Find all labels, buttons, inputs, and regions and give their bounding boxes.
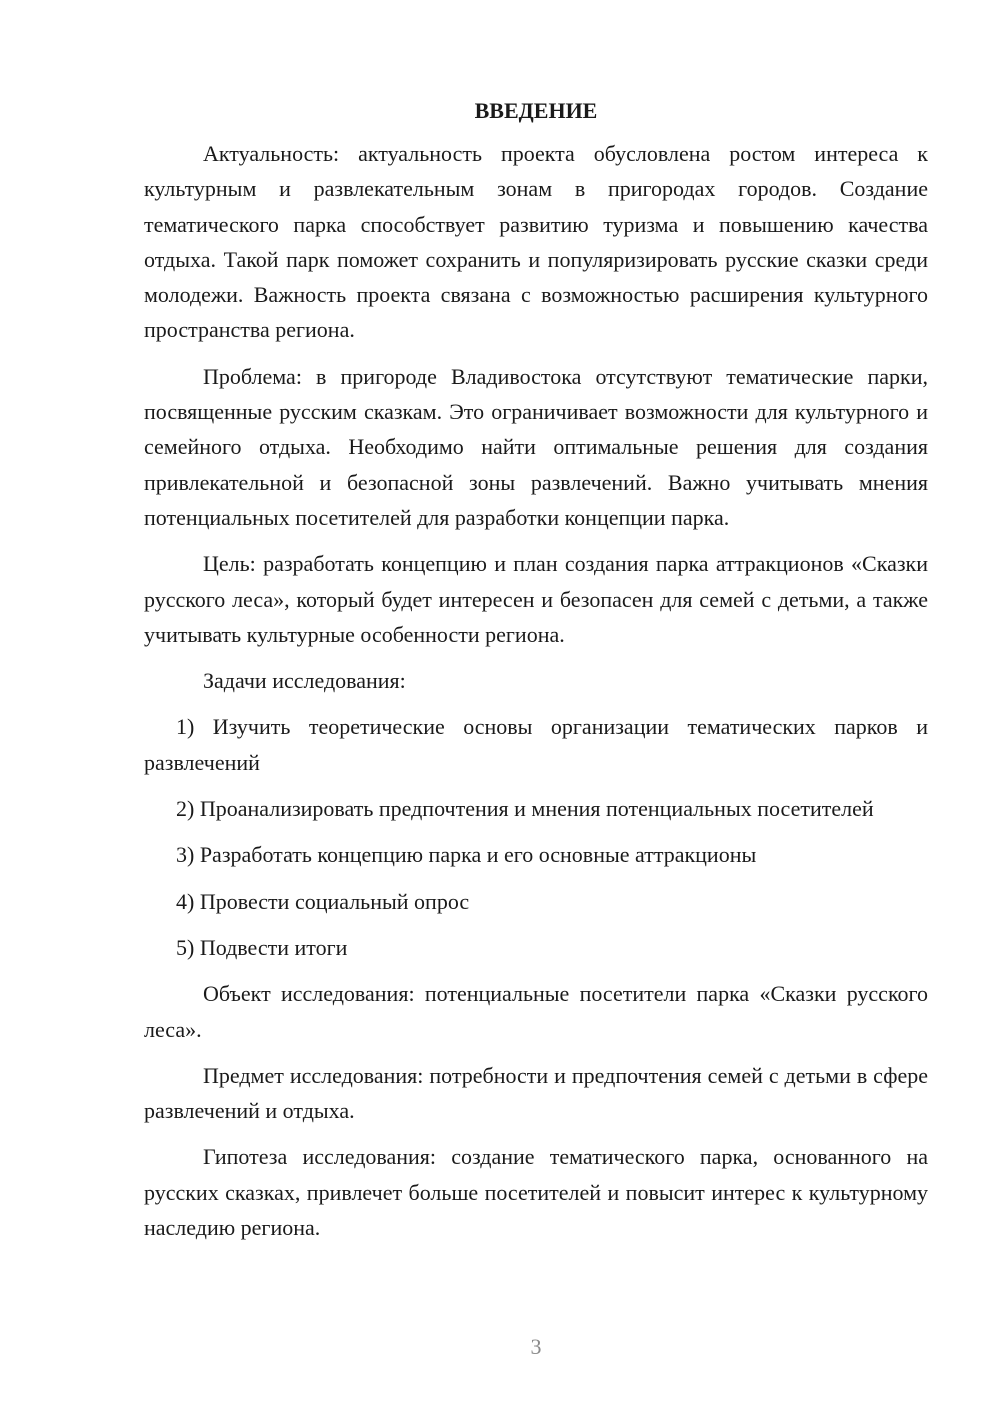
- relevance-paragraph: Актуальность: актуальность проекта обусловлена ростом интереса к культурным и развлекательным зонам в пригородах городов. Создание тематического парка способствует развитию туризма и повышению качества отдыха. Такой парк поможет сохранить и популяризировать русские сказки среди молодежи. Важность проекта связана с возможностью расширения культурного пространства региона.: [144, 141, 928, 343]
- goal-paragraph: Цель: разработать концепцию и план создания парка аттракционов «Сказки русского леса», который будет интересен и безопасен для семей с детьми, а также учитывать культурные особенности региона.: [144, 551, 928, 647]
- problem-paragraph: Проблема: в пригороде Владивостока отсутствуют тематические парки, посвященные русским сказкам. Это ограничивает возможности для культурного и семейного отдыха. Необходимо найти оптимальные решения для создания привлекательной и безопасной зоны развлечений. Важно учитывать мнения потенциальных посетителей для разработки концепции парка.: [144, 363, 928, 530]
- task-item: 3) Разработать концепцию парка и его основные аттракционы: [176, 842, 757, 868]
- subject-paragraph: Предмет исследования: потребности и предпочтения семей с детьми в сфере развлечений и отдыха.: [144, 1062, 928, 1124]
- tasks-heading: Задачи исследования:: [203, 668, 406, 694]
- hypothesis-paragraph: Гипотеза исследования: создание тематического парка, основанного на русских сказках, привлечет больше посетителей и повысит интерес к культурному наследию региона.: [144, 1144, 928, 1241]
- task-item: 5) Подвести итоги: [176, 934, 348, 960]
- document-page: [144, 95, 928, 1256]
- task-item: 1) Изучить теоретические основы организации тематических парков и развлечений: [144, 714, 928, 775]
- task-item: 2) Проанализировать предпочтения и мнения потенциальных посетителей: [176, 796, 874, 822]
- page-number: 3: [530, 1334, 542, 1359]
- task-item: 4) Провести социальный опрос: [176, 888, 470, 914]
- page-title: ВВЕДЕНИЕ: [474, 98, 598, 123]
- object-paragraph: Объект исследования: потенциальные посетители парка «Сказки русского леса».: [144, 981, 928, 1042]
